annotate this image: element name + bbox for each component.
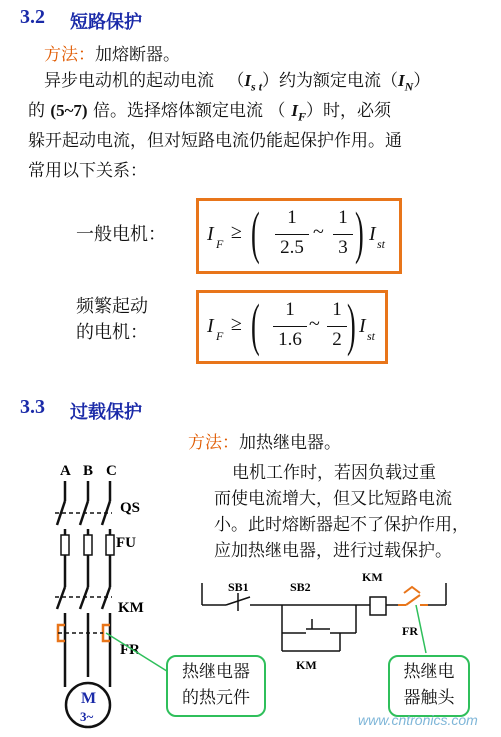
formula2-fraction-bar1 (273, 326, 307, 327)
method-text-2: 加热继电器。 (239, 433, 341, 453)
formula2-tilde: ~ (309, 313, 320, 335)
km-aux-label: KM (296, 658, 317, 672)
phase-b-label: B (83, 463, 94, 479)
para-text: 约为额定电流（ (279, 71, 399, 91)
formula1-tilde: ~ (313, 221, 324, 243)
formula1-box (196, 198, 402, 274)
formula1-num1: 1 (287, 207, 297, 228)
section-title-short-circuit: 短路保护 (70, 12, 142, 33)
fu-label: FU (116, 535, 136, 551)
current-var-ist: I (244, 71, 252, 90)
formula1-lhs: I (207, 223, 214, 245)
para2-line-4: 应加热继电器，进行过载保护。 (214, 541, 452, 561)
para-text: 的 (28, 101, 45, 121)
current-var-in: I (398, 71, 405, 90)
formula2-paren-close: ) (347, 292, 356, 357)
paren-open: （ (227, 71, 245, 91)
paren-close: ） (413, 71, 431, 91)
formula1-den2: 3 (338, 237, 348, 258)
formula2-label (76, 294, 148, 346)
method-line-2 (188, 428, 341, 453)
current-sub-n: N (404, 79, 414, 94)
para-text: ）时，必须 (306, 101, 392, 121)
formula2-rhs: I (359, 315, 366, 337)
formula1-num2: 1 (338, 207, 348, 228)
km-coil-label: KM (362, 570, 383, 584)
para-line-4: 常用以下关系： (28, 161, 147, 181)
method-text: 加熔断器。 (95, 45, 180, 65)
formula2-lhs: I (207, 315, 214, 337)
three-phase-lines (57, 481, 110, 687)
fuse-symbols (61, 535, 114, 555)
formula1-rhs: I (369, 223, 376, 245)
formula2-geq: ≥ (231, 313, 242, 335)
formula2-den2: 2 (332, 329, 342, 350)
formula2-rhs-sub: st (367, 329, 376, 343)
formula2-num2: 1 (332, 299, 342, 320)
callout-left-line2: 的热元件 (182, 688, 250, 708)
formula1-rhs-sub: st (377, 237, 386, 251)
current-sub-st: s t (251, 79, 263, 94)
callout-thermal-contact (388, 655, 470, 717)
current-sub-f: F (298, 109, 307, 124)
formula2-paren-open: ( (251, 292, 260, 357)
formula2-label-line1: 频繁起动 (76, 296, 148, 317)
formula2-box (196, 290, 388, 364)
formula1-geq: ≥ (231, 221, 242, 243)
formula2-label-line2: 的电机： (76, 322, 148, 343)
method-label: 方法： (44, 45, 95, 65)
qs-label: QS (120, 500, 141, 516)
callout-left-line1: 热继电器 (182, 662, 250, 682)
fr-label: FR (120, 642, 140, 658)
formula1-fraction-bar1 (275, 234, 309, 235)
km-label: KM (118, 600, 144, 616)
method-label-2: 方法： (188, 433, 239, 453)
phase-c-label: C (106, 463, 117, 479)
formula2-den1: 1.6 (278, 329, 302, 350)
section-number-3-3: 3.3 (20, 396, 45, 418)
formula2-fraction-bar2 (327, 326, 347, 327)
para2-line-1: 电机工作时，若因负载过重 (232, 463, 436, 483)
formula1-paren-close: ) (355, 200, 364, 265)
para2-line-2: 而使电流增大，但又比短路电流 (214, 489, 452, 509)
para2-line-3: 小。此时熔断器起不了保护作用， (214, 515, 469, 535)
sb2-label: SB2 (290, 580, 311, 594)
callout-thermal-element (166, 655, 266, 717)
fr-contact (398, 587, 428, 605)
callout-right-line1: 热继电 (403, 662, 455, 682)
paren-close: ） (262, 71, 280, 91)
formula2-num1: 1 (285, 299, 295, 320)
formula1-label: 一般电机： (76, 224, 166, 245)
current-var-if: I (291, 101, 299, 120)
formula2-lhs-sub: F (216, 329, 224, 343)
formula1-lhs-sub: F (216, 237, 224, 251)
section-number-3-2: 3.2 (20, 6, 45, 28)
para-text: 异步电动机的起动电流 (44, 71, 214, 91)
callout-right-line2: 器触头 (403, 688, 455, 708)
multiplier-range: (5~7) (50, 101, 88, 120)
motor-phase-label: 3~ (80, 709, 94, 724)
phase-a-label: A (60, 463, 71, 479)
formula1-paren-open: ( (251, 200, 260, 265)
watermark: www.cntronics.com (358, 712, 478, 728)
section-title-overload: 过载保护 (70, 402, 142, 423)
formula1-den1: 2.5 (280, 237, 304, 258)
para-text: 倍。选择熔体额定电流 （ (92, 101, 286, 121)
sb1-label: SB1 (228, 580, 249, 594)
fr-contact-label: FR (402, 624, 418, 638)
para-line-3: 躲开起动电流，但对短路电流仍能起保护作用。通 (28, 131, 402, 151)
motor-m-label: M (81, 690, 97, 707)
formula1-fraction-bar2 (333, 234, 353, 235)
callout-left-pointer (106, 633, 170, 673)
method-line-1 (44, 40, 180, 65)
